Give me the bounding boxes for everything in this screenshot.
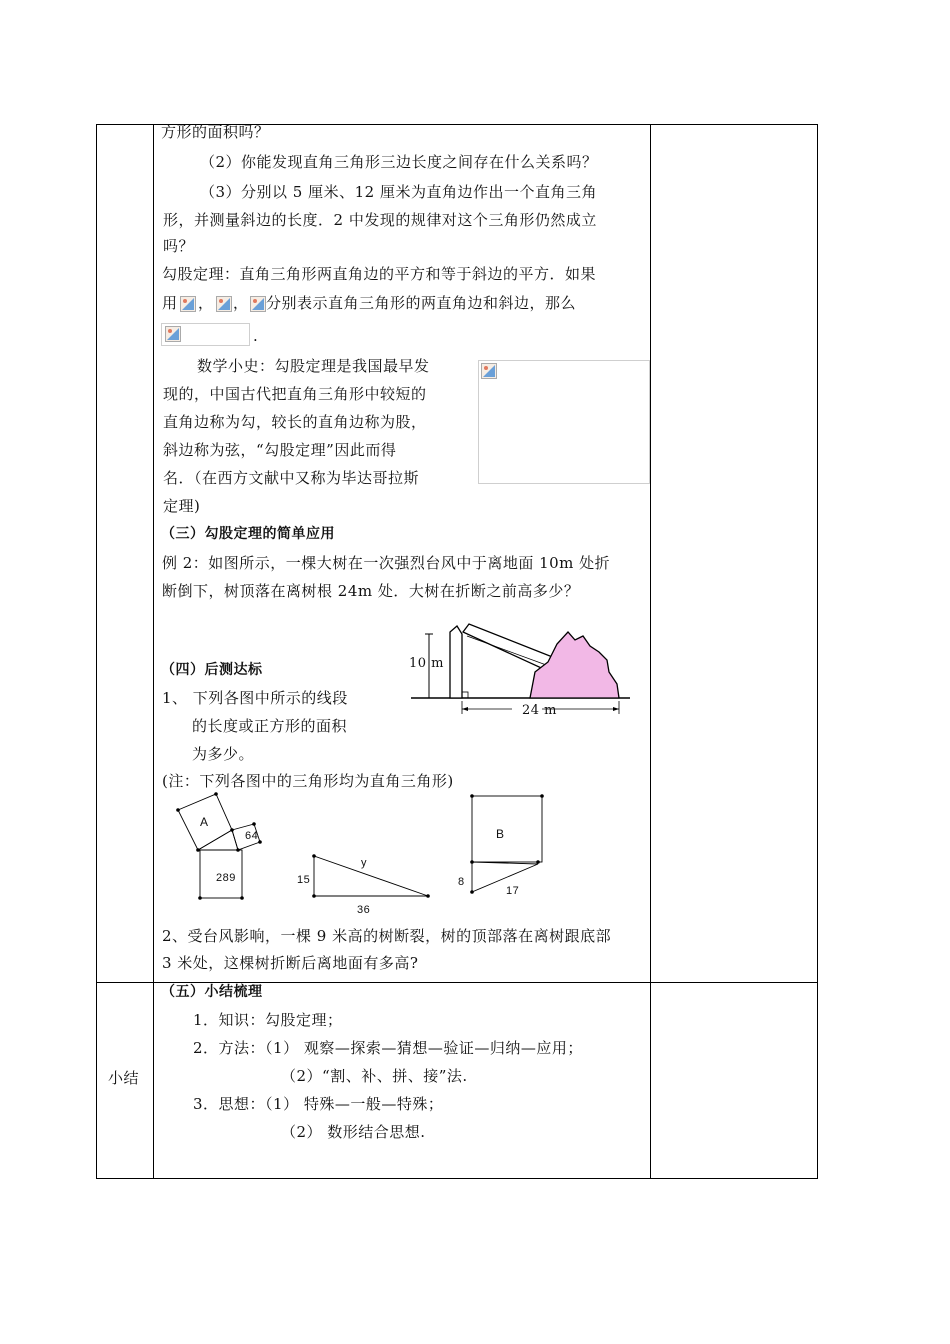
intro-line: 方形的面积吗？	[161, 123, 270, 141]
label-17: 17	[506, 885, 520, 897]
theorem-line2-suffix: 分别表示直角三角形的两直角边和斜边，那么	[266, 294, 577, 312]
table-col-divider-1	[153, 124, 154, 1179]
history-line3: 直角边称为勾，较长的直角边称为股，	[163, 413, 427, 431]
summary-thinking-2: （2） 数形结合思想.	[281, 1123, 426, 1141]
squares-figure-a	[170, 786, 280, 914]
summary-thinking-1: 3．思想：（1） 特殊—一般—特殊；	[193, 1095, 444, 1113]
label-y: y	[361, 857, 367, 869]
theorem-line2-prefix: 用	[162, 294, 178, 312]
comma: ，	[233, 294, 249, 312]
image-icon	[180, 296, 196, 312]
summary-method-1: 2．方法：（1） 观察—探索—猜想—验证—归纳—应用；	[193, 1039, 583, 1057]
history-line6: 定理)	[163, 497, 201, 515]
problem-2-line1: 2、受台风影响，一棵 9 米高的树断裂，树的顶部落在离树跟底部	[162, 927, 612, 945]
image-icon	[216, 296, 232, 312]
image-icon	[481, 363, 497, 379]
label-8: 8	[458, 876, 465, 888]
height-label: 10 m	[409, 656, 445, 671]
history-line1: 数学小史：勾股定理是我国最早发	[197, 357, 430, 375]
triangle-figure-y	[308, 850, 438, 902]
history-line2: 现的，中国古代把直角三角形中较短的	[163, 385, 427, 403]
label-a: A	[200, 815, 209, 829]
theorem-line1: 勾股定理：直角三角形两直角边的平方和等于斜边的平方．如果	[162, 265, 597, 283]
table-right-border	[817, 124, 818, 1179]
question-3-line1: （3）分别以 5 厘米、12 厘米为直角边作出一个直角三角	[200, 183, 597, 201]
label-b: B	[496, 827, 505, 841]
image-icon	[250, 296, 266, 312]
label-15: 15	[297, 874, 311, 886]
question-2: （2）你能发现直角三角形三边长度之间存在什么关系吗？	[200, 153, 598, 171]
example-line2: 断倒下，树顶落在离树根 24m 处．大树在折断之前高多少？	[162, 582, 580, 600]
period: .	[253, 327, 259, 345]
problem-2-line2: 3 米处，这棵树折断后离地面有多高?	[162, 954, 419, 972]
table-col-divider-2	[650, 124, 651, 1179]
problem-1-line1: 1、 下列各图中所示的线段	[162, 689, 348, 707]
section-3-title: （三）勾股定理的简单应用	[161, 526, 335, 542]
summary-method-2: （2）“割、补、拼、接”法.	[281, 1067, 468, 1085]
table-bottom-border	[96, 1178, 818, 1179]
example-line1: 例 2：如图所示，一棵大树在一次强烈台风中于离地面 10m 处折	[162, 554, 611, 572]
problem-1-line2: 的长度或正方形的面积	[192, 717, 348, 735]
image-icon	[165, 326, 181, 342]
question-3-line3: 吗？	[163, 237, 195, 255]
history-line5: 名．（在西方文献中又称为毕达哥拉斯	[163, 469, 420, 487]
summary-title: （五）小结梳理	[161, 984, 263, 1000]
label-289: 289	[216, 872, 236, 884]
label-36: 36	[357, 904, 371, 916]
table-left-border	[96, 124, 97, 1179]
summary-knowledge: 1．知识：勾股定理；	[193, 1011, 343, 1029]
comma: ，	[198, 294, 214, 312]
question-3-line2: 形，并测量斜边的长度．2 中发现的规律对这个三角形仍然成立	[163, 211, 597, 229]
history-line4: 斜边称为弦，“勾股定理”因此而得	[163, 441, 397, 459]
problem-note: (注：下列各图中的三角形均为直角三角形)	[162, 772, 454, 790]
summary-row-label: 小结	[108, 1069, 140, 1087]
base-label: 24 m	[522, 703, 558, 718]
section-4-title: （四）后测达标	[161, 662, 263, 678]
history-image	[478, 360, 650, 484]
label-64: 64	[245, 830, 259, 842]
problem-1-line3: 为多少。	[192, 745, 255, 763]
